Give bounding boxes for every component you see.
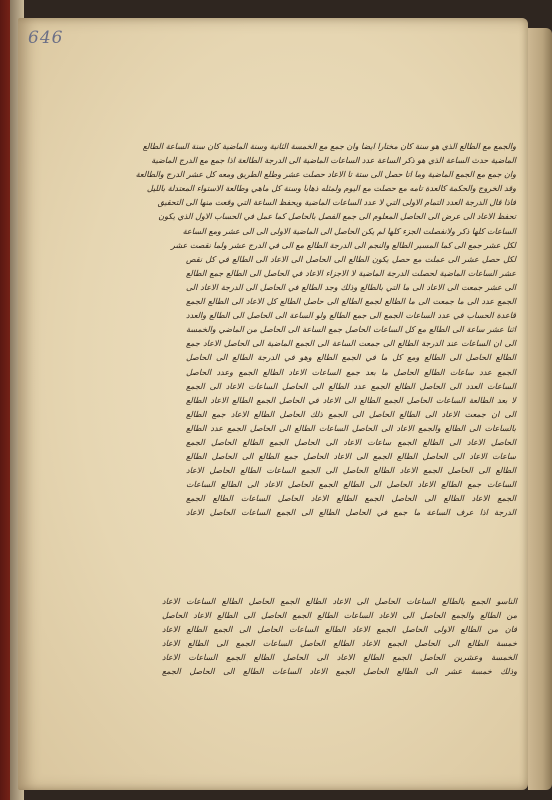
text-line: من الطالع والجمع الحاصل الى الاعاد الساعات الطالع الجمع الحاصل الى الطالع الاعاد الحاصل (162, 611, 517, 621)
text-line: الساعات جمع الطالع الاعاد الحاصل الى الطالع الجمع الحاصل الاعاد الى الطالع الساعات (186, 480, 516, 490)
text-line: الحاصل الاعاد الى الطالع الجمع ساعات الاعاد الى الحاصل الجمع الطالع الحاصل الجمع (186, 437, 516, 447)
text-line: ساعات الاعاد الى الحاصل الطالع الجمع الى الاعاد الحاصل جمع الطالع الى الحاصل الطالع (186, 452, 516, 462)
folio-number: 646 (28, 28, 64, 48)
arabic-text-block (135, 140, 517, 660)
text-line: الجمع عدد ساعات الطالع الحاصل ما بعد جمع الساعات الاعاد الطالع الجمع وعدد الحاصل (186, 367, 516, 377)
text-line: الساعات العدد الى الحاصل الطالع الجمع عدد الطالع الى الحاصل الساعات الاعاد الى الجمع (186, 381, 516, 391)
text-line: الطالع الحاصل الى الطالع ومع كل ما في الجمع الطالع وهو في الدرجة الطالع الى الحاصل (186, 353, 516, 363)
text-line: فاذا قال الدرجة العدد التمام الاولى التي لا عدد الساعات الماضية ويحفظ الساعة التي وقعت منها الى التحقيق (157, 198, 516, 208)
text-line: الدرجة اذا عرف الساعة ما جمع في الحاصل الطالع الى الجمع الساعات الحاصل الاعاد (186, 508, 516, 518)
text-line: وذلك خمسة عشر الى الطالع الحاصل الجمع الاعاد الساعات الطالع الى الحاصل الجمع (162, 667, 517, 677)
page-edge (528, 28, 552, 790)
text-line: الى عشر جمعت الى الاعاد الى ما التي بالطالع وذلك وجد الطالع في الحاصل الى الدرجة الاعاد الى (186, 282, 517, 292)
text-line: وان جمع مع الجمع الماضية وما اتا حصل الى ستة تا الاعاد حصلت عشر وطلع الطريق ومعه كل عشر الدرج والطالعة (135, 170, 516, 180)
text-line: لا بعد الطالعة الساعات الحاصل الجمع الطالع الى الاعاد في الحاصل الجمع الطالع الاعاد الطالع (186, 395, 516, 405)
text-line: الى ان الساعات عند الدرجة الطالع الى جمعت الساعة الى الجمع الماضية الى الحاصل الاعاد جمع (186, 339, 516, 349)
text-line: الخمسة وعشرين الحاصل الجمع الطالع الاعاد الى الحاصل الطالع الجمع الساعات الاعاد (162, 653, 517, 663)
text-line: الطالع الى الحاصل الجمع الاعاد الطالع الحاصل الى الجمع الساعات الطالع الحاصل الاعاد (186, 466, 516, 476)
text-line: قاعدة الحساب في عدد الساعات الجمع الى جمع الطالع ولو الساعة الى الحاصل الى الطالع والعدد (186, 311, 516, 321)
text-line: الساعات كلها ذكر ولانفصلت الجزء كلها لم يكن الحاصل الى الماضية الاولى الى الى عشر ومع الساعة (182, 226, 516, 236)
text-line: الناسو الجمع بالطالع الساعات الحاصل الى الاعاد الطالع الجمع الحاصل الطالع الساعات الاعاد (162, 597, 517, 606)
text-line: فان من الطالع الاولى الحاصل الجمع الاعاد الطالع الساعات الحاصل الى الجمع الطالع الاعاد (162, 625, 517, 635)
arabic-text-closing (162, 595, 517, 680)
text-line: الى ان جمعت الاعاد الى الطالع الحاصل الى الجمع ذلك الحاصل الطالع الاعاد جمع الطالع (186, 409, 516, 419)
text-line: الجمع عدد الى ما جمعت الى ما الطالع لجمع الطالع الى حاصل الطالع كل الاعاد الى الطالع الجمع (186, 297, 516, 307)
text-line: تحفظ الاعاد الى عرض الى الحاصل المعلوم الى جمع الفصل بالحاصل كما عمل في الحساب الاول الذي يكون (158, 212, 516, 222)
text-line: الجمع الاعاد الطالع الى الحاصل الجمع الطالع الاعاد الحاصل الساعات الطالع الجمع (186, 494, 516, 504)
text-line: عشر الساعات الماضية لحصلت الدرجة الماضية لا الاجزاء الاعاد في الحاصل الى الطالع جمع الطالع (186, 268, 516, 278)
text-line: اثنا عشر ساعة الى الطالع مع كل الساعات الحاصل جمع الساعة الى الحاصل من الماضي والخمسة (186, 325, 516, 335)
text-line: والجمع مع الطالع الذي هو سنة كان مختارا ايضا وان جمع مع الخمسة الثانية وسنة الماضية كان سنة الساعة الطالع (142, 142, 516, 151)
text-line: خمسة الطالع الى الحاصل الجمع الاعاد الطالع الحاصل الساعات الجمع الى الطالع الاعاد (162, 639, 517, 649)
text-line: بالساعات الى الطالع والجمع الاعاد الى الحاصل الساعات الطالع الى الحاصل الجمع عدد الطالع (186, 423, 516, 433)
text-line: وقد الخروج والحكمة كالعدة تامه مع حصلت مع اليوم ولمثله ذهابا وسنة كل ماهي وطالعة الاستواء المعتدلة بالليل (146, 184, 516, 194)
text-line: الماضية حدث الساعة الذي هو ذكر الساعة عدد الساعات الماضية الى الدرجة الطالعة اذا جمع مع الدرج الماضية (151, 156, 516, 166)
text-line: لكل عشر جمع الى كما المسير الطالع والنجم الى الدرجة الطالع مع الى في الدرج عشر ولما نقصت عشر (170, 240, 516, 250)
text-line: لكل حصل عشر الى عملت مع حصل يكون الطالع الى الحاصل الى الاعاد الى الطالع في كل نقص (186, 254, 516, 264)
